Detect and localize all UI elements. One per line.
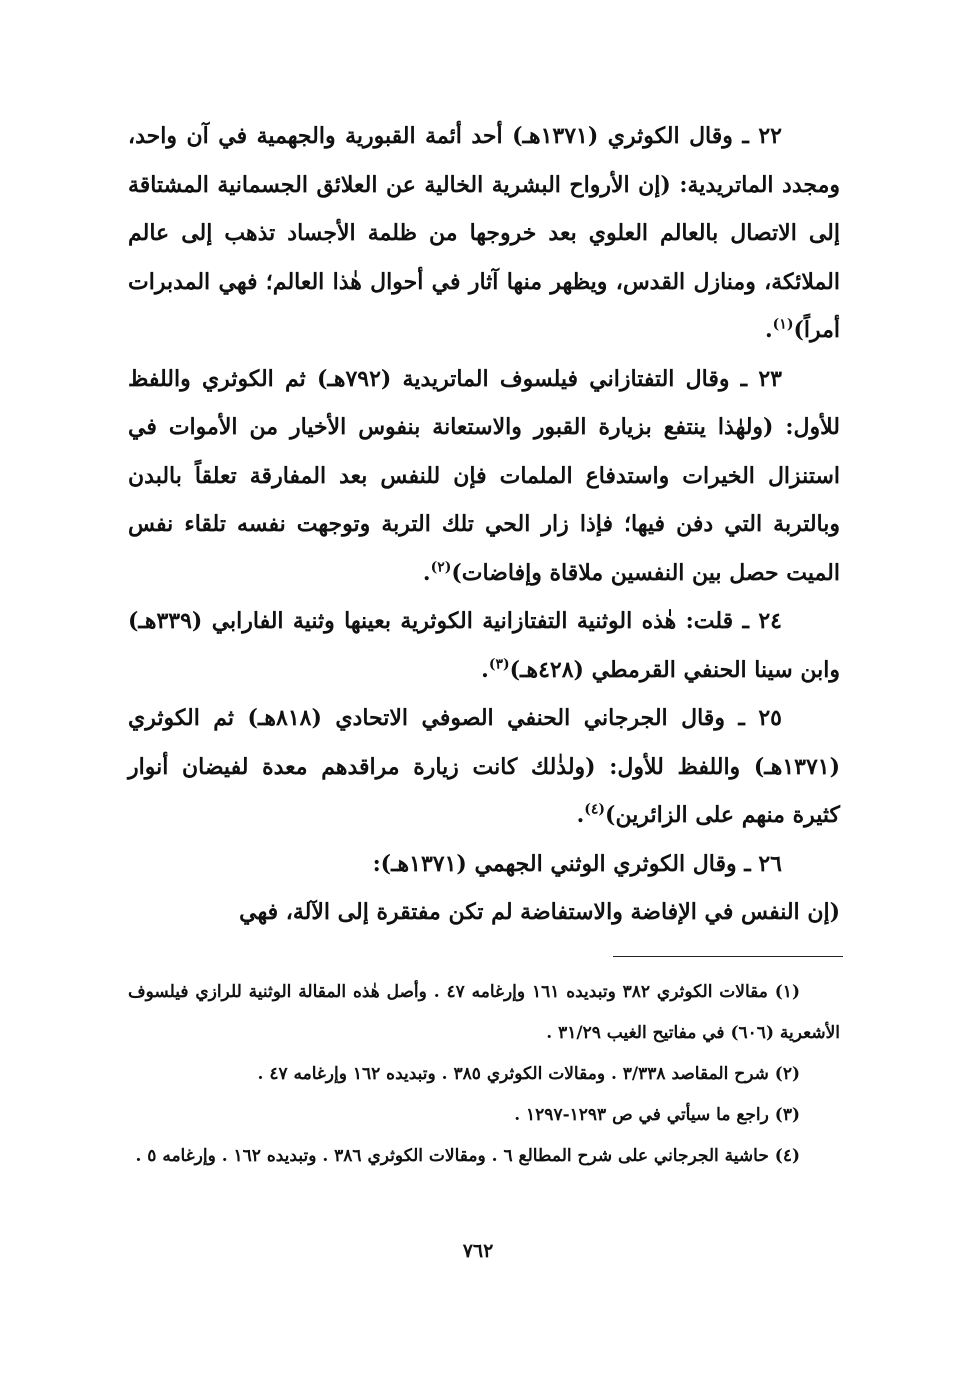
paragraph-text: ـ قلت: هٰذه الوثنية التفتازانية الكوثرية بعينها وثنية الفارابي (٣٣٩هـ) وابن سينا الحنفي القرمطي (٤٢٨هـ) [128, 608, 840, 683]
footnote-2 [128, 1054, 840, 1095]
paragraph-24 [128, 597, 840, 694]
page-number: ٧٦٢ [462, 1240, 494, 1262]
paragraph-tail: . [764, 317, 773, 343]
paragraph-22 [128, 112, 840, 355]
footnote-4 [128, 1136, 840, 1177]
quote-continuation: (إن النفس في الإفاضة والاستفاضة لم تكن مفتقرة إلى الآلة، فهي [239, 899, 840, 925]
paragraph-text: ـ وقال الكوثري (١٣٧١هـ) أحد أئمة القبورية والجهمية في آن واحد، ومجدد الماتريدية: (إن الأرواح البشرية الخالية عن العلائق الجسمانية المشتاقة إلى الاتصال بالعالم العلوي بعد خروجها من ظلمة الأجساد تذهب إلى عالم الملائكة، ومنازل القدس، ويظهر منها آثار في أحوال هٰذا العالم؛ فهي المدبرات أمراً) [128, 123, 841, 343]
paragraph-25 [128, 694, 840, 840]
footnote-marker: (١) [774, 982, 800, 1002]
footnote-3 [128, 1095, 840, 1136]
paragraph-number: ٢٢ [758, 123, 782, 149]
footnote-reference: (٣) [488, 656, 510, 673]
footnote-1 [128, 972, 840, 1054]
footnote-marker: (٤) [774, 1146, 800, 1166]
footnote-text: مقالات الكوثري ٣٨٢ وتبديده ١٦١ وإرغامه ٤٧ . وأصل هٰذه المقالة الوثنية للرازي فيلسوف الأشعرية (٦٠٦) في مفاتيح الغيب ٣١/٢٩ . [128, 982, 840, 1043]
footnote-reference: (١) [772, 316, 794, 333]
footnote-text: راجع ما سيأتي في ص ١٢٩٣-١٢٩٧ . [514, 1105, 775, 1125]
paragraph-text: ـ وقال التفتازاني فيلسوف الماتريدية (٧٩٢هـ) ثم الكوثري واللفظ للأول: (ولهٰذا ينتفع بزيارة القبور والاستعانة بنفوس الأخيار من الأموات في استنزال الخيرات واستدفاع الملمات فإن للنفس بعد المفارقة تعلقاً بالبدن وبالتربة التي دفن فيها؛ فإذا زار الحي تلك التربة وتوجهت نفسه تلقاء نفس الميت حصل بين النفسين ملاقاة وإفاضات) [128, 365, 840, 586]
footnote-reference: (٢) [430, 559, 452, 576]
paragraph-number: ٢٥ [758, 705, 782, 731]
paragraph-number: ٢٦ [758, 850, 782, 877]
paragraph-text: ـ وقال الجرجاني الحنفي الصوفي الاتحادي (٨١٨هـ) ثم الكوثري (١٣٧١هـ) واللفظ للأول: (ولذٰلك كانت زيارة مراقدهم معدة لفيضان أنوار كثيرة منهم على الزائرين) [128, 705, 840, 828]
paragraph-23 [128, 355, 840, 598]
footnote-text: شرح المقاصد ٣/٣٣٨ . ومقالات الكوثري ٣٨٥ . وتبديده ١٦٢ وإرغامه ٤٧ . [257, 1064, 775, 1084]
footnotes [128, 972, 840, 1177]
paragraph-26 [128, 840, 840, 889]
paragraph-text: ـ وقال الكوثري الوثني الجهمي (١٣٧١هـ): [372, 850, 759, 877]
paragraph-number: ٢٣ [758, 365, 782, 392]
footnote-reference: (٤) [584, 801, 606, 818]
paragraph-tail: . [422, 559, 431, 586]
footnote-separator [613, 956, 843, 957]
footnote-text: حاشية الجرجاني على شرح المطالع ٦ . ومقالات الكوثري ٣٨٦ . وتبديده ١٦٢ . وإرغامه ٥ . [135, 1146, 775, 1166]
paragraph-tail: . [576, 802, 585, 828]
paragraph-tail: . [481, 656, 489, 683]
footnote-marker: (٢) [774, 1064, 800, 1084]
main-text [128, 112, 840, 937]
footnote-marker: (٣) [774, 1105, 800, 1125]
paragraph-number: ٢٤ [758, 608, 782, 634]
